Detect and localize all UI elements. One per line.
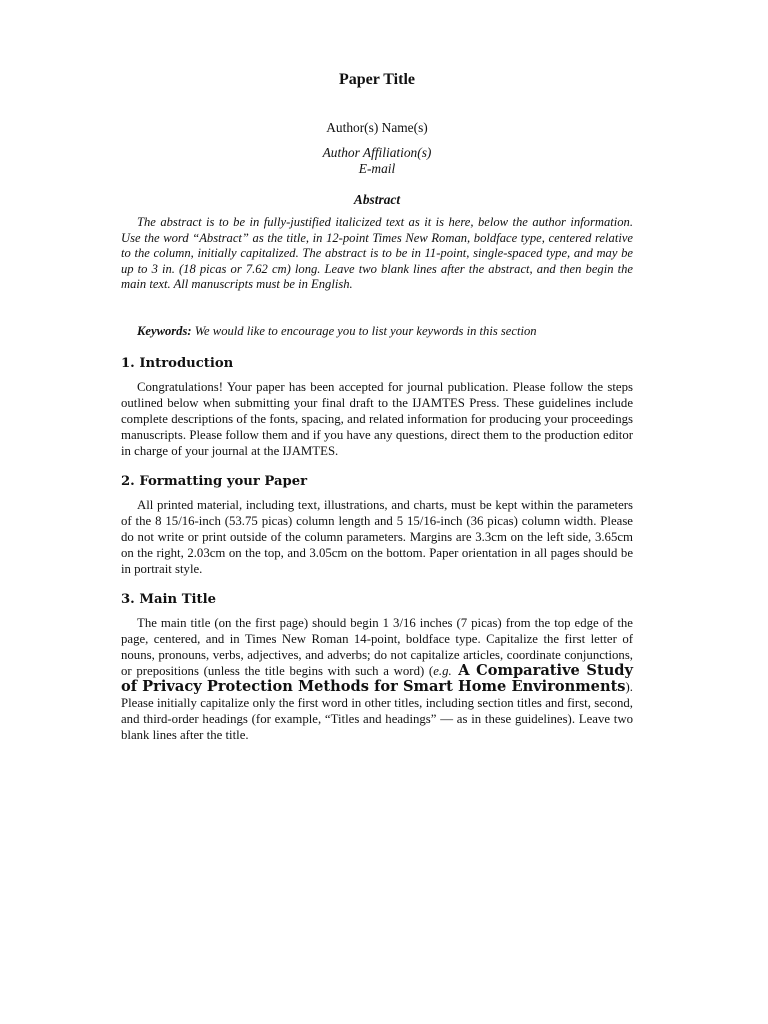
author-affiliation: Author Affiliation(s) (322, 145, 432, 160)
main-title-text-before: The main title (on the first page) should begin 1 3/16 inches (7 picas) from the top edge of the page, centered, and in Times New Roman 14-point, boldface type. Capitalize the first letter of nouns, pronouns, verbs, adjectives, and adverbs; do not capitalize articles, coordinate conjunctions, or prepositions (unless the title begins with such a word) ( (121, 616, 633, 678)
abstract-text: The abstract is to be in fully-justified italicized text as it is here, below the author information. Use the word “Abstract” as the title, in 12-point Times New Roman, boldface type, centered relative to the column, initially capitalized. The abstract is to be in 11-point, single-spaced type, and may be up to 3 in. (18 picas or 7.62 cm) long. Leave two blank lines after the abstract, and then begin the main text. All manuscripts must be in English. (121, 215, 633, 292)
keywords-label: Keywords: (137, 324, 192, 338)
section-heading-introduction: 1. Introduction (121, 356, 234, 371)
main-title-text-after: ). Please initially capitalize only the first word in other titles, including section titles and first, second, and third-order headings (for example, “Titles and headings” — as in these guidelines). Leave two blank lines after the title. (121, 680, 633, 742)
eg-abbreviation: e.g. (433, 664, 452, 678)
section-heading-main-title: 3. Main Title (121, 592, 217, 607)
section-heading-formatting: 2. Formatting your Paper (121, 474, 308, 489)
author-email: E-mail (358, 161, 396, 176)
section-text-formatting: All printed material, including text, illustrations, and charts, must be kept within the parameters of the 8 15/16-inch (53.75 picas) column length and 5 15/16-inch (36 picas) column width. Please do not write or print outside of the column parameters. Margins are 3.3cm on the left side, 3.65cm on the right, 2.03cm on the top, and 3.05cm on the bottom. Paper orientation in all pages should be in portrait style. (121, 498, 633, 576)
abstract-heading: Abstract (353, 192, 401, 207)
example-title: A Comparative Study of Privacy Protection Methods for Smart Home Environments (121, 662, 633, 695)
author-names: Author(s) Name(s) (326, 120, 428, 135)
keywords-line (121, 324, 633, 339)
section-text-introduction: Congratulations! Your paper has been accepted for journal publication. Please follow the steps outlined below when submitting your final draft to the IJAMTES Press. These guidelines include complete descriptions of the fonts, spacing, and related information for producing your proceedings manuscripts. Please follow them and if you have any questions, direct them to the production editor in charge of your journal at the IJAMTES. (121, 380, 633, 458)
section-text-main-title (121, 615, 633, 743)
paper-title: Paper Title (339, 71, 415, 88)
author-block (121, 145, 633, 177)
keywords-text: We would like to encourage you to list your keywords in this section (191, 324, 537, 338)
